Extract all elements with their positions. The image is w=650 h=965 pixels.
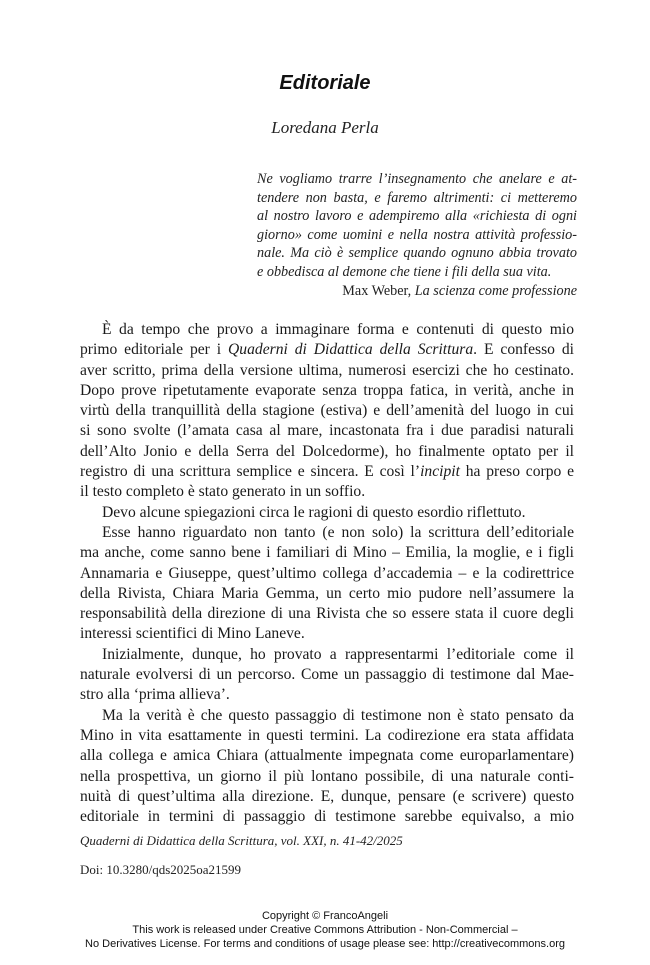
body-line: Devo alcune spiegazioni circa le ragioni di questo esordio riflettuto.	[102, 503, 526, 521]
body-line: Mino in vita esattamente in questi termini. La codirezione era stata affidata	[80, 726, 574, 744]
article-title: Editoriale	[279, 72, 371, 94]
doi: Doi: 10.3280/qds2025oa21599	[80, 862, 242, 877]
body-line: stro alla ‘prima allieva’.	[80, 686, 230, 704]
body-line: responsabilità della direzione di una Rivista che so essere stata il cuore degli	[80, 605, 574, 623]
body-line: il testo completo è stato generato in un soffio.	[80, 483, 366, 501]
body-line: Ma la verità è che questo passaggio di testimone non è stato pensato da	[102, 706, 574, 724]
epigraph-line: nale. Ma ciò è semplice quando ognuno abbia trovato	[257, 245, 577, 262]
body-line-part: primo editoriale per i	[80, 341, 229, 359]
copyright-footer	[0, 909, 650, 951]
body-line: Inizialmente, dunque, ho provato a rappresentarmi l’editoriale come il	[102, 645, 574, 663]
body-line: interessi scientifici di Mino Laneve.	[80, 625, 305, 643]
body-line: naturale evolversi di un percorso. Come un passaggio di testimone dal Mae-	[80, 666, 574, 684]
article-author: Loredana Perla	[271, 118, 379, 137]
epigraph-attribution-author: Max Weber,	[342, 282, 415, 299]
epigraph	[257, 170, 577, 300]
body-line: virtù della tranquillità della stagione (estiva) e dell’amenità del luogo in cui	[80, 402, 574, 420]
body-line-part: . E confesso di	[473, 341, 575, 359]
body-line: alla collega e amica Chiara (attualmente impegnata come europarlamentare)	[80, 747, 574, 765]
body-line-part: registro di una scrittura semplice e sincera. E così l’	[80, 463, 421, 481]
body-line-part: ha preso corpo e	[459, 463, 575, 481]
body-line	[80, 340, 574, 360]
body-line: ma anche, come sanno bene i familiari di Mino – Emilia, la moglie, e i figli	[80, 544, 574, 562]
license-line: This work is released under Creative Commons Attribution - Non-Commercial –	[132, 924, 518, 936]
article-body	[80, 320, 574, 827]
epigraph-line: Ne vogliamo trarre l’insegnamento che anelare e at-	[257, 171, 577, 187]
license-line: No Derivatives License. For terms and conditions of usage please see: http://creativecommons.org	[85, 938, 565, 950]
journal-name-italic: Quaderni di Didattica della Scrittura	[228, 341, 474, 359]
epigraph-line: e obbedisca al demone che tiene i fili della sua vita.	[257, 263, 552, 280]
body-line: Esse hanno riguardato non tanto (e non solo) la scrittura dell’editoriale	[102, 523, 574, 541]
body-line: nuità di quest’ultima alla direzione. E, dunque, pensare (e scrivere) questo	[80, 787, 574, 805]
incipit-italic: incipit	[420, 463, 460, 481]
body-line: dell’Alto Jonio e della Serra del Dolcedorme), ho finalmente optato per il	[80, 442, 574, 460]
body-line: nella prospettiva, un giorno il più lontano possibile, di una naturale conti-	[80, 767, 574, 785]
body-line: Annamaria e Giuseppe, quest’ultimo collega d’accademia – e la codirettrice	[80, 564, 574, 582]
body-line: editoriale in termini di passaggio di testimone sarebbe equivalso, a mio	[80, 808, 574, 826]
epigraph-attribution	[257, 282, 577, 301]
journal-reference: Quaderni di Didattica della Scrittura, vol. XXI, n. 41-42/2025	[80, 833, 403, 848]
epigraph-line: tendere non basta, e faremo altrimenti: ci metteremo	[257, 189, 577, 206]
body-line	[80, 462, 574, 482]
body-line: aver scritto, prima della versione ultima, numerosi esercizi che ho cestinato.	[80, 361, 574, 379]
body-line: si sono svolte (l’amata casa al mare, incastonata fra i due paradisi naturali	[80, 422, 574, 440]
epigraph-line: al nostro lavoro e adempiremo alla «richiesta di ogni	[257, 208, 577, 225]
epigraph-attribution-work: La scienza come professione	[414, 282, 577, 299]
copyright-line: Copyright © FrancoAngeli	[261, 910, 389, 922]
body-line: della Rivista, Chiara Maria Gemma, un certo mio pudore nell’assumere la	[80, 584, 574, 602]
body-line: È da tempo che provo a immaginare forma e contenuti di questo mio	[102, 321, 574, 338]
body-line: Dopo prove ripetutamente evaporate senza troppa fatica, in verità, anche in	[80, 381, 574, 399]
epigraph-line: giorno» come uomini e nella nostra attività professio-	[257, 226, 577, 243]
